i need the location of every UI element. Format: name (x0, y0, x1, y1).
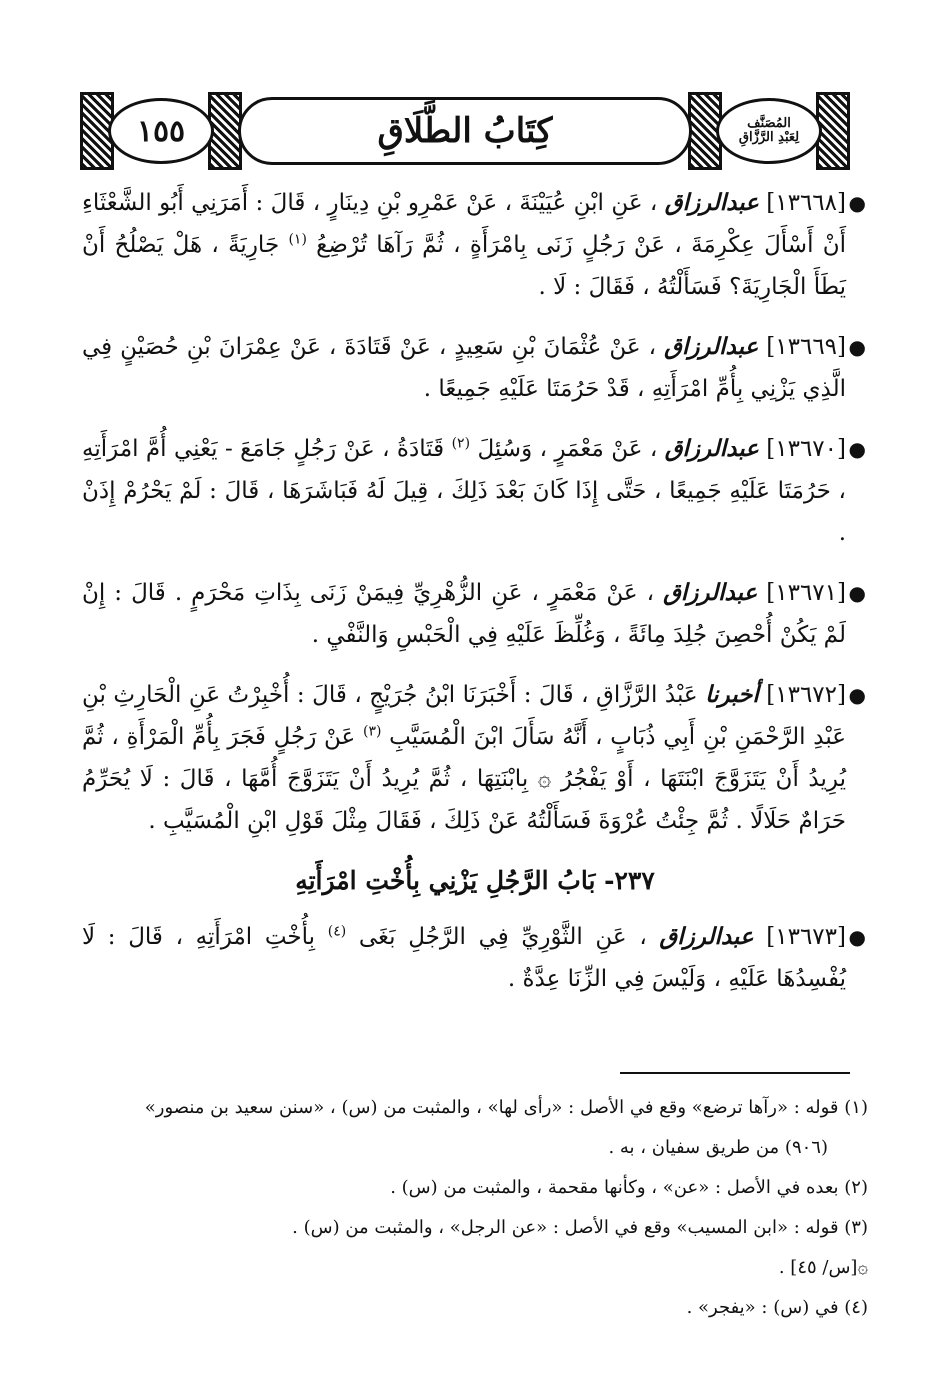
footnote-ref: (٢) (451, 435, 471, 452)
hadith-source: عبدالرزاق (663, 579, 758, 606)
hadith-source: أخبرنا (705, 681, 759, 708)
hadith-text: ، عَنْ عُثْمَانَ بْنِ سَعِيدٍ ، عَنْ قَتَادَةَ ، عَنْ عِمْرَانَ بْنِ حُصَيْنٍ فِي الَّذِي يَزْنِي بِأُمِّ امْرَأَتِهِ ، قَدْ حَرُمَتَا عَلَيْهِ جَمِيعًا . (82, 334, 846, 402)
hadith-paragraph (82, 572, 868, 656)
footnote-ref: (٤) (327, 923, 347, 940)
book-emblem-line2: لِعَبْدِ الرَّزَّاقِ (738, 130, 800, 145)
book-emblem (716, 98, 822, 164)
footnote-marker: ۞[س/ ٤٥] . (778, 1257, 868, 1278)
bullet-icon: ● (848, 683, 866, 707)
hadith-text-cont: جَارِيَةً ، هَلْ يَصْلُحُ أَنْ يَطَأَ الْجَارِيَةَ؟ فَسَأَلْتُهُ ، فَقَالَ : لَا . (82, 232, 846, 300)
hadith-text: ، عَنِ الثَّوْرِيِّ فِي الرَّجُلِ بَغَى (358, 924, 647, 950)
footnote: (١) قوله : «رآها ترضع» وقع في الأصل : «رأى لها» ، والمثبت من (س) ، «سنن سعيد بن منصور» (144, 1097, 868, 1118)
hadith-source: عبدالرزاق (664, 189, 759, 216)
hadith-text: ، عَنْ مَعْمَرٍ ، وَسُئِلَ (477, 436, 658, 462)
hadith-number: [١٣٦٧١] (766, 580, 847, 606)
bullet-icon: ● (848, 437, 866, 461)
footnote: (٢) بعده في الأصل : «عن» ، وكأنها مقحمة ، والمثبت من (س) . (390, 1177, 868, 1198)
footnote-divider (620, 1072, 850, 1074)
hadith-text-cont: قَتَادَةُ ، عَنْ رَجُلٍ جَامَعَ - يَعْنِي أُمَّ امْرَأَتِهِ ، حَرُمَتَا عَلَيْهِ جَمِيعًا ، حَتَّى إِذَا كَانَ بَعْدَ ذَلِكَ ، قِيلَ لَهُ فَبَاشَرَهَا ، قَالَ : لَمْ يَحْرُمْ إِذَنْ . (82, 436, 846, 546)
hadith-text-cont: عَنْ رَجُلٍ فَجَرَ بِأُمِّ الْمَرْأَةِ ، ثُمَّ يُرِيدُ أَنْ يَتَزَوَّجَ ابْنَتَهَا ، أَوْ يَفْجُرُ ۞ بِابْنَتِهَا ، ثُمَّ يُرِيدُ أَنْ يَتَزَوَّجَ أُمَّهَا ، قَالَ : لَا يُحَرِّمُ حَرَامٌ حَلَالًا . ثُمَّ جِئْتُ عُرْوَةَ فَسَأَلْتُهُ عَنْ ذَلِكَ ، فَقَالَ مِثْلَ قَوْلِ ابْنِ الْمُسَيَّبِ . (82, 724, 846, 834)
footnote: (٤) في (س) : «يفجر» . (686, 1297, 868, 1318)
bullet-icon: ● (848, 925, 866, 949)
main-text (82, 182, 868, 1018)
chapter-title: كِتَابُ الطَّلَاقِ (238, 97, 692, 165)
hadith-paragraph (82, 182, 868, 308)
hadith-source: عبدالرزاق (664, 435, 759, 462)
hadith-number: [١٣٦٦٩] (766, 334, 847, 360)
hadith-text: ، عَنْ مَعْمَرٍ ، عَنِ الزُّهْرِيِّ فِيمَنْ زَنَى بِذَاتِ مَحْرَمٍ . قَالَ : إِنْ لَمْ يَكُنْ أُحْصِنَ جُلِدَ مِائَةً ، وَغُلِّظَ عَلَيْهِ فِي الْحَبْسِ وَالنَّفْيِ . (82, 580, 846, 648)
page-header (80, 92, 850, 170)
hadith-paragraph (82, 326, 868, 410)
hadith-number: [١٣٦٧٣] (766, 924, 847, 950)
hadith-number: [١٣٦٧٠] (766, 436, 847, 462)
footnotes (82, 1088, 868, 1328)
hadith-paragraph (82, 674, 868, 842)
hadith-text-cont: بِأُخْتِ امْرَأَتِهِ ، قَالَ : لَا يُفْسِدُهَا عَلَيْهِ ، وَلَيْسَ فِي الزِّنَا عِدَّةٌ . (82, 924, 846, 992)
hadith-number: [١٣٦٧٢] (766, 682, 846, 708)
hadith-source: عبدالرزاق (664, 333, 759, 360)
page-number: ١٥٥ (108, 98, 214, 164)
chapter-heading: ٢٣٧- بَابُ الرَّجُلِ يَزْنِي بِأُخْتِ امْرَأَتِهِ (295, 866, 655, 895)
hadith-paragraph (82, 916, 868, 1000)
footnote: (٣) قوله : «ابن المسيب» وقع في الأصل : «عن الرجل» ، والمثبت من (س) . (292, 1217, 868, 1238)
hadith-paragraph (82, 428, 868, 554)
bullet-icon: ● (848, 335, 866, 359)
hadith-text: عَبْدُ الرَّزَّاقِ ، قَالَ : أَخْبَرَنَا ابْنُ جُرَيْجٍ ، قَالَ : أُخْبِرْتُ عَنِ الْحَارِثِ بْنِ عَبْدِ الرَّحْمَنِ بْنِ أَبِي ذُبَابٍ ، أَنَّهُ سَأَلَ ابْنَ الْمُسَيَّبِ (82, 682, 847, 750)
hadith-number: [١٣٦٦٨] (766, 190, 847, 216)
footnote-continuation: (٩٠٦) من طريق سفيان ، به . (608, 1137, 828, 1158)
footnote-ref: (١) (288, 231, 307, 248)
hadith-text: ، عَنِ ابْنِ عُيَيْنَةَ ، عَنْ عَمْرِو بْنِ دِينَارٍ ، قَالَ : أَمَرَنِي أَبُو الشَّعْثَاءِ أَنْ أَسْأَلَ عِكْرِمَةَ ، عَنْ رَجُلٍ زَنَى بِامْرَأَةٍ ، ثُمَّ رَآهَا تُرْضِعُ (82, 190, 847, 258)
bullet-icon: ● (848, 191, 866, 215)
hadith-source: عبدالرزاق (659, 923, 754, 950)
bullet-icon: ● (848, 581, 866, 605)
footnote-ref: (٣) (362, 723, 382, 740)
book-emblem-line1: المُصَنَّف (747, 116, 791, 131)
